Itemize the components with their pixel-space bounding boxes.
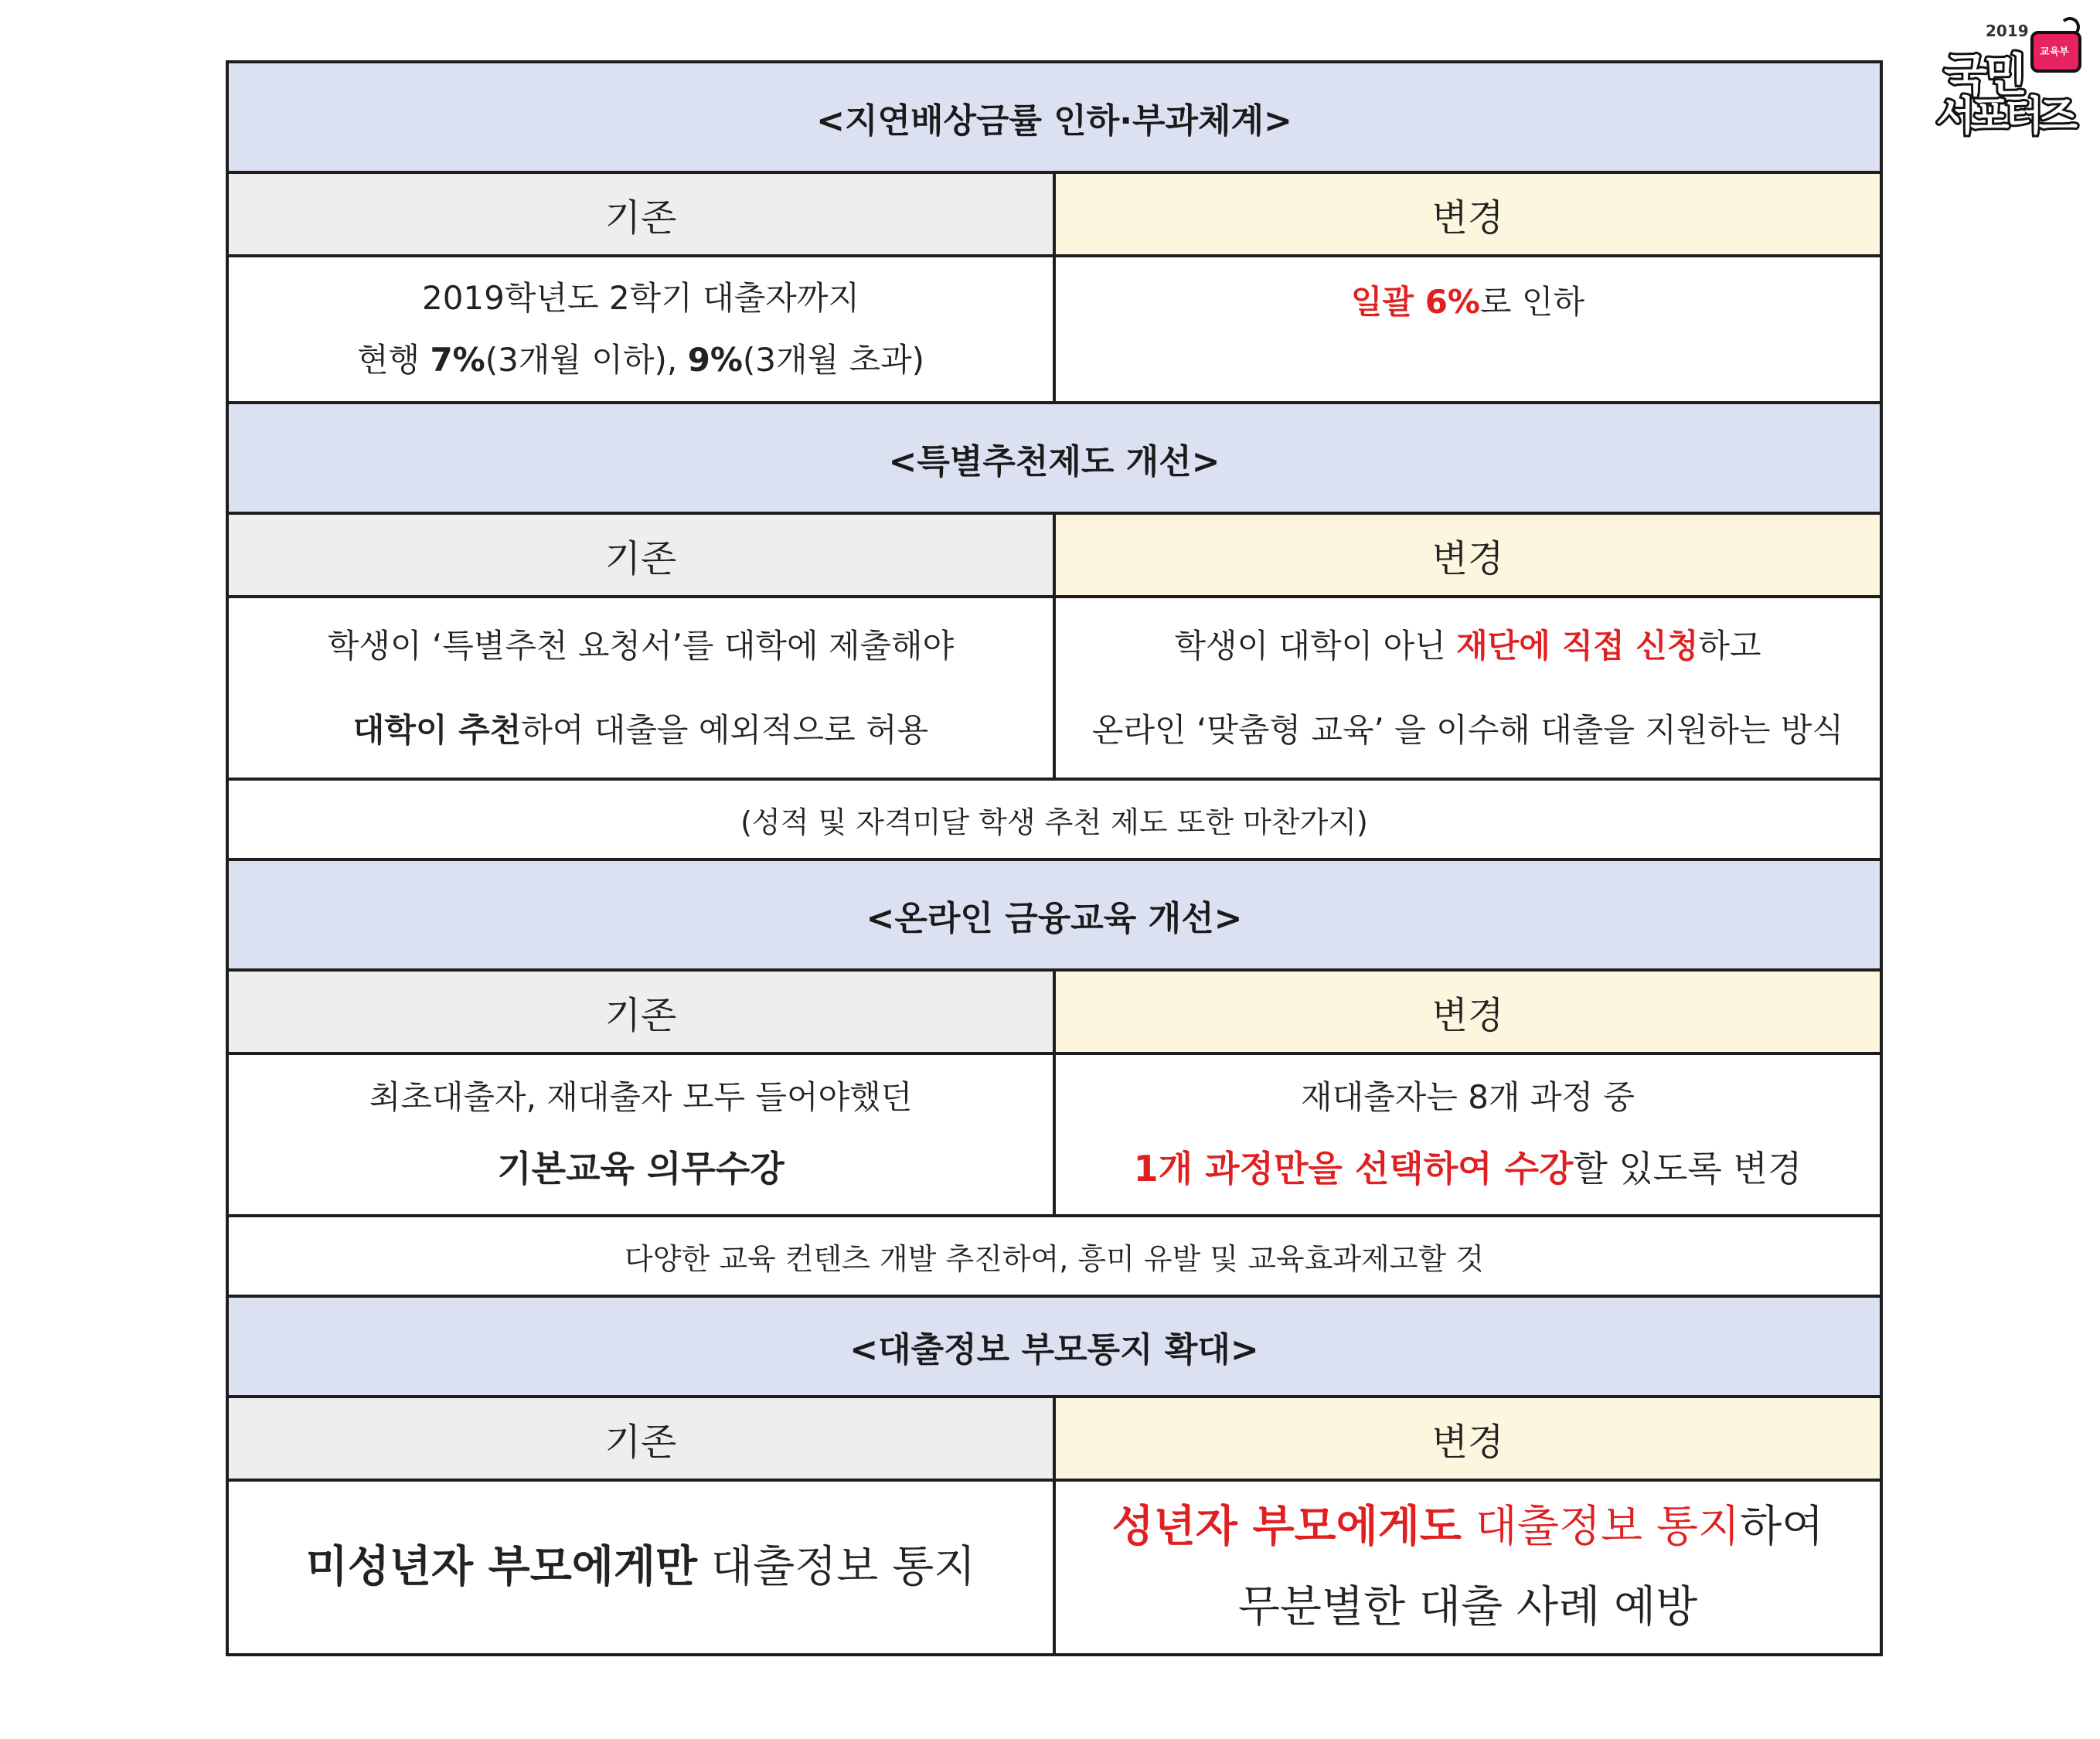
new-line: 온라인 ‘맞춤형 교육’ 을 이수해 대출을 지원하는 방식: [1091, 711, 1844, 749]
new-line: [1064, 604, 1872, 688]
new-line: 무분별한 대출 사례 예방: [1237, 1582, 1698, 1632]
supporters-logo: [1936, 17, 2083, 140]
old-header: 기존: [227, 1397, 1054, 1480]
highlight-text: 대출정보 통지: [1461, 1502, 1741, 1553]
bold-text: 미성년자 부모에게만: [305, 1542, 698, 1593]
new-cell: [1054, 597, 1881, 779]
new-header: 변경: [1054, 1397, 1881, 1480]
new-cell: [1054, 1480, 1881, 1655]
old-header: 기존: [227, 172, 1054, 256]
text: 현행: [356, 341, 431, 379]
text: 대출정보 통지: [697, 1542, 976, 1593]
text: 하여: [1740, 1502, 1824, 1553]
highlight-text: 1개 과정만을 선택하여 수강: [1133, 1147, 1574, 1189]
section-title: <지연배상금률 인하·부과체계>: [227, 62, 1881, 172]
section-title: <대출정보 부모통지 확대>: [227, 1296, 1881, 1397]
highlight-text: 재단에 직접 신청: [1456, 626, 1699, 665]
section-note: 다양한 교육 컨텐츠 개발 추진하여, 흥미 유발 및 교육효과제고할 것: [227, 1216, 1881, 1296]
old-cell: [227, 1480, 1054, 1655]
old-line: 2019학년도 2학기 대출자까지: [421, 279, 860, 318]
old-cell: [227, 1053, 1054, 1216]
new-line: [1064, 1487, 1872, 1567]
rate-9: 9%: [687, 341, 743, 379]
highlight-text: 일괄 6%: [1350, 283, 1480, 321]
text: 하여 대출을 예외적으로 허용: [521, 711, 929, 749]
old-line: [237, 688, 1045, 772]
new-cell: [1054, 256, 1881, 403]
old-line: [237, 329, 1045, 391]
section-note: (성적 및 자격미달 학생 추천 제도 또한 마찬가지): [227, 779, 1881, 859]
bold-text: 대학이 추천: [352, 711, 522, 749]
new-cell: [1054, 1053, 1881, 1216]
new-line: 재대출자는 8개 과정 중: [1301, 1077, 1635, 1116]
old-header: 기존: [227, 513, 1054, 597]
logo-badge: 교육부: [2040, 46, 2069, 58]
text: 로 인하: [1480, 283, 1585, 321]
text: (3개월 초과): [742, 341, 925, 379]
logo-line2: 서포터즈: [1936, 94, 2073, 140]
new-header: 변경: [1054, 172, 1881, 256]
new-header: 변경: [1054, 513, 1881, 597]
text: 할 있도록 변경: [1573, 1147, 1802, 1189]
bold-text: 기본교육 의무수강: [497, 1147, 785, 1189]
section-title: <온라인 금융교육 개선>: [227, 859, 1881, 970]
policy-comparison-table: [226, 60, 1883, 1656]
highlight-text: 성년자 부모에게도: [1111, 1502, 1462, 1553]
old-line: 학생이 ‘특별추천 요청서’를 대학에 제출해야: [327, 626, 955, 665]
text: 하고: [1698, 626, 1761, 665]
logo-year: 2019: [1986, 22, 2029, 40]
text: 학생이 대학이 아닌: [1174, 626, 1457, 665]
rate-7: 7%: [430, 341, 485, 379]
logo-line1: 국민: [1944, 49, 2025, 101]
old-cell: [227, 256, 1054, 403]
old-header: 기존: [227, 970, 1054, 1053]
new-header: 변경: [1054, 970, 1881, 1053]
new-line: [1064, 1132, 1872, 1206]
text: (3개월 이하),: [485, 341, 688, 379]
section-title: <특별추천제도 개선>: [227, 403, 1881, 513]
old-cell: [227, 597, 1054, 779]
old-line: 최초대출자, 재대출자 모두 들어야했던: [369, 1077, 913, 1116]
